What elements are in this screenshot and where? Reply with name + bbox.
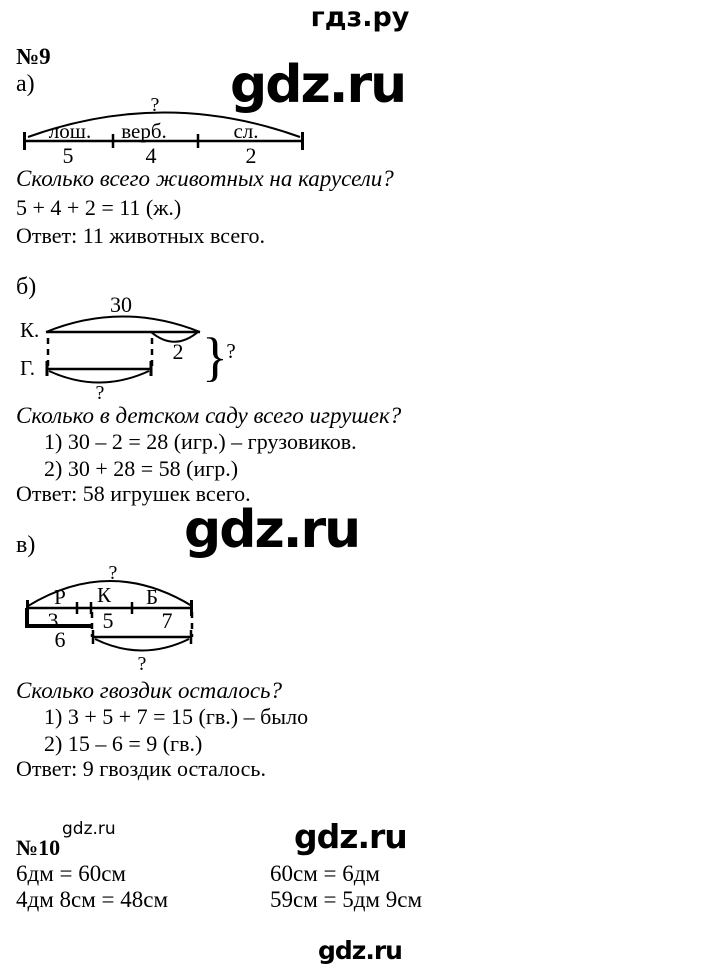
part-v-answer: Ответ: 9 гвоздик осталось. xyxy=(16,756,266,781)
part-b-diff-value: 2 xyxy=(172,339,184,364)
part-v-question: Сколько гвоздик осталось? xyxy=(16,678,283,703)
part-v-diagram xyxy=(0,560,240,675)
part-v-solution-line-2: 2) 15 – 6 = 9 (гв.) xyxy=(44,731,203,756)
part-a-segment-value-1: 4 xyxy=(145,143,157,168)
part-v-label: в) xyxy=(16,532,36,558)
part-v-solution-line-1: 1) 3 + 5 + 7 = 15 (гв.) – было xyxy=(44,704,309,729)
part-b-solution-line-1: 1) 30 – 2 = 28 (игр.) – грузовиков. xyxy=(44,429,357,454)
part-b-row1-label: К. xyxy=(20,318,40,342)
part-b-answer: Ответ: 58 игрушек всего. xyxy=(16,481,251,506)
conversion-left-2: 4дм 8см = 48см xyxy=(16,887,169,912)
conversion-right-1: 60см = 6дм xyxy=(270,861,380,886)
part-b-brace: } xyxy=(202,327,228,387)
part-v-segment-label-0: Р xyxy=(54,585,66,609)
part-a-segment-label-1: верб. xyxy=(121,119,167,143)
part-b-solution-line-2: 2) 30 + 28 = 58 (игр.) xyxy=(44,456,239,481)
part-b-label: б) xyxy=(16,274,37,300)
problem10-number: №10 xyxy=(16,835,61,860)
problem9-number: №9 xyxy=(16,44,51,69)
part-b-row2-question-mark: ? xyxy=(95,382,105,404)
part-v-segment-value-2: 7 xyxy=(161,608,173,633)
part-a-segment-label-0: лош. xyxy=(48,119,92,143)
part-v-segment-label-2: Б xyxy=(145,585,159,609)
part-v-total-question-mark: ? xyxy=(108,562,118,584)
watermark-large-1: gdz.ru xyxy=(230,55,406,115)
part-a-total-question-mark: ? xyxy=(150,95,160,116)
part-a-segment-value-0: 5 xyxy=(62,143,74,168)
part-a-segment-label-2: сл. xyxy=(233,119,259,143)
part-a-answer: Ответ: 11 животных всего. xyxy=(16,223,266,248)
site-header: гдз.ру xyxy=(310,2,410,33)
part-v-segment-label-1: К xyxy=(96,583,112,607)
part-a-diagram xyxy=(0,95,340,170)
part-v-segment-value-1: 5 xyxy=(102,608,114,633)
part-a-segment-value-2: 2 xyxy=(245,143,257,168)
part-a-label: а) xyxy=(16,71,35,97)
part-v-remaining-question-mark: ? xyxy=(137,653,147,675)
part-b-total-question-mark: ? xyxy=(226,339,236,363)
conversion-right-2: 59см = 5дм 9см xyxy=(270,887,423,912)
part-b-top-value: 30 xyxy=(110,295,132,317)
conversion-left-1: 6дм = 60см xyxy=(16,861,126,886)
part-v-segment-value-0: 3 xyxy=(47,608,59,633)
part-a-solution-line: 5 + 4 + 2 = 11 (ж.) xyxy=(16,195,182,220)
part-v-taken-value: 6 xyxy=(54,627,66,652)
part-b-question: Сколько в детском саду всего игрушек? xyxy=(16,403,402,428)
part-a-question: Сколько всего животных на карусели? xyxy=(16,166,394,191)
watermark-footer: gdz.ru xyxy=(318,936,402,965)
watermark-small: gdz.ru xyxy=(62,819,116,839)
part-b-row2-label: Г. xyxy=(20,356,36,380)
watermark-medium: gdz.ru xyxy=(294,817,407,856)
part-b-diagram xyxy=(0,295,260,405)
watermark-large-2: gdz.ru xyxy=(184,500,360,560)
